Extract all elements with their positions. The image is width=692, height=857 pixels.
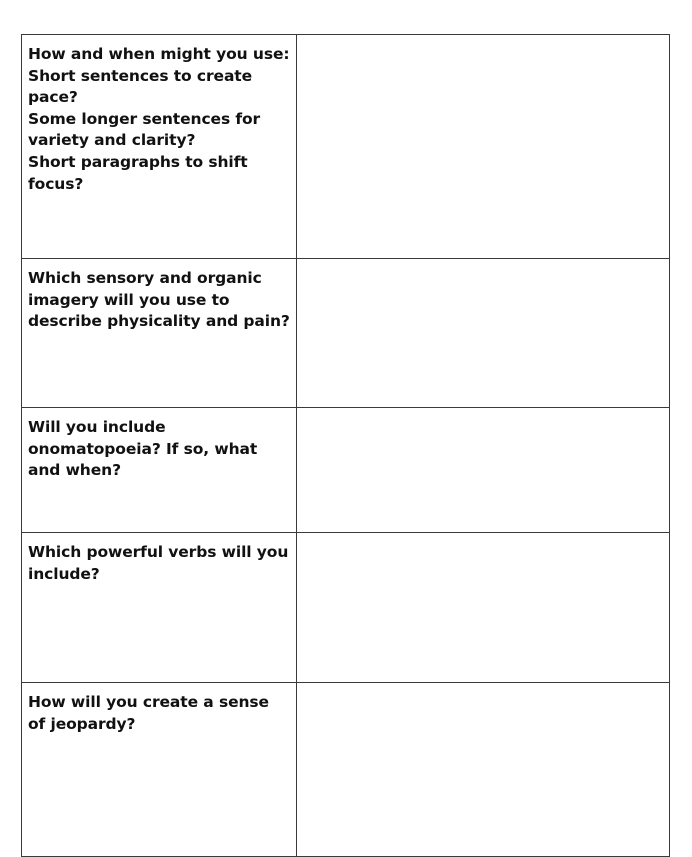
answer-cell-jeopardy[interactable]: [297, 683, 670, 857]
answer-cell-powerful-verbs[interactable]: [297, 533, 670, 683]
prompt-powerful-verbs: Which powerful verbs will you include?: [22, 533, 297, 683]
prompt-jeopardy: How will you create a sense of jeopardy?: [22, 683, 297, 857]
table-row: [22, 259, 670, 408]
table-row: [22, 683, 670, 857]
prompt-onomatopoeia: Will you include onomatopoeia? If so, what and when?: [22, 408, 297, 533]
answer-cell-sensory-imagery[interactable]: [297, 259, 670, 408]
answer-cell-sentence-structure[interactable]: [297, 35, 670, 259]
table-row: [22, 35, 670, 259]
answer-cell-onomatopoeia[interactable]: [297, 408, 670, 533]
table-row: [22, 408, 670, 533]
planning-table: [21, 34, 670, 857]
table-row: [22, 533, 670, 683]
prompt-sensory-imagery: Which sensory and organic imagery will you use to describe physicality and pain?: [22, 259, 297, 408]
prompt-sentence-structure: How and when might you use: Short sentences to create pace? Some longer sentences for variety and clarity? Short paragraphs to shift focus?: [22, 35, 297, 259]
